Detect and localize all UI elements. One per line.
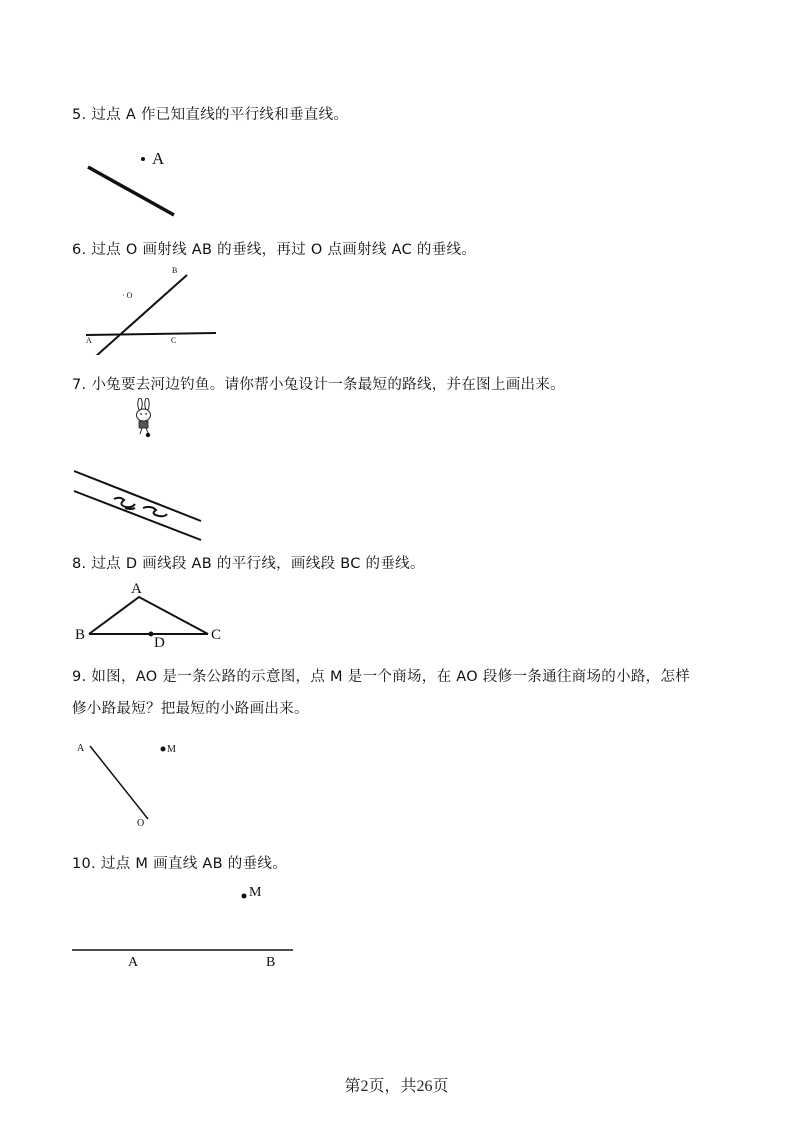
question-text-line1: 如图，AO 是一条公路的示意图，点 M 是一个商场，在 AO 段修一条通往商场的小路，怎样 (91, 669, 691, 685)
question-text: 过点 O 画射线 AB 的垂线，再过 O 点画射线 AC 的垂线。 (91, 242, 477, 258)
label-a: A (86, 336, 92, 345)
question-8 (72, 552, 425, 573)
figure-q9 (80, 740, 180, 825)
question-9-line2 (72, 697, 309, 718)
label-b: B (172, 266, 178, 275)
question-number: 10. (72, 856, 96, 872)
question-number: 7. (72, 377, 87, 393)
label-c: C (211, 627, 222, 643)
label-c: C (171, 336, 177, 345)
label-a: A (128, 955, 139, 970)
road-ao (90, 746, 148, 819)
river-bank-bottom (74, 491, 201, 540)
river-icon (70, 465, 210, 545)
page-number: 第2页，共26页 (344, 1078, 449, 1095)
question-number: 5. (72, 107, 87, 123)
question-text: 小兔要去河边钓鱼。请你帮小兔设计一条最短的路线，并在图上画出来。 (91, 377, 565, 393)
question-10 (72, 852, 287, 873)
question-number: 6. (72, 242, 87, 258)
question-text: 过点 D 画线段 AB 的平行线，画线段 BC 的垂线。 (91, 556, 425, 572)
question-number: 9. (72, 669, 87, 685)
figure-q6 (80, 265, 225, 355)
rabbit-icon (130, 398, 158, 440)
triangle-sides (89, 597, 208, 634)
point-a-label: A (152, 149, 165, 168)
point-a-dot (141, 157, 145, 161)
point-d-dot (149, 632, 154, 637)
question-9 (72, 665, 690, 686)
label-m: M (167, 744, 176, 755)
question-6 (72, 238, 476, 259)
question-5 (72, 103, 348, 124)
given-line (88, 167, 174, 215)
label-b: B (266, 955, 276, 970)
question-7 (72, 373, 565, 394)
question-text: 过点 A 作已知直线的平行线和垂直线。 (91, 107, 349, 123)
river-bank-top (74, 471, 201, 521)
label-d: D (154, 635, 165, 651)
label-o: · O (122, 291, 133, 300)
label-o: O (137, 818, 145, 829)
question-text: 过点 M 画直线 AB 的垂线。 (100, 856, 288, 872)
point-m-dot (242, 894, 247, 899)
label-m: M (249, 885, 262, 900)
label-a: A (131, 581, 142, 597)
question-number: 8. (72, 556, 87, 572)
label-a: A (77, 743, 85, 754)
point-m-dot (161, 747, 166, 752)
figure-q5 (80, 145, 190, 220)
figure-q8-triangle (85, 590, 215, 640)
question-text-line2: 修小路最短？把最短的小路画出来。 (72, 701, 309, 717)
ray-ac (86, 333, 216, 335)
figure-q10 (70, 885, 300, 955)
label-b: B (75, 627, 86, 643)
